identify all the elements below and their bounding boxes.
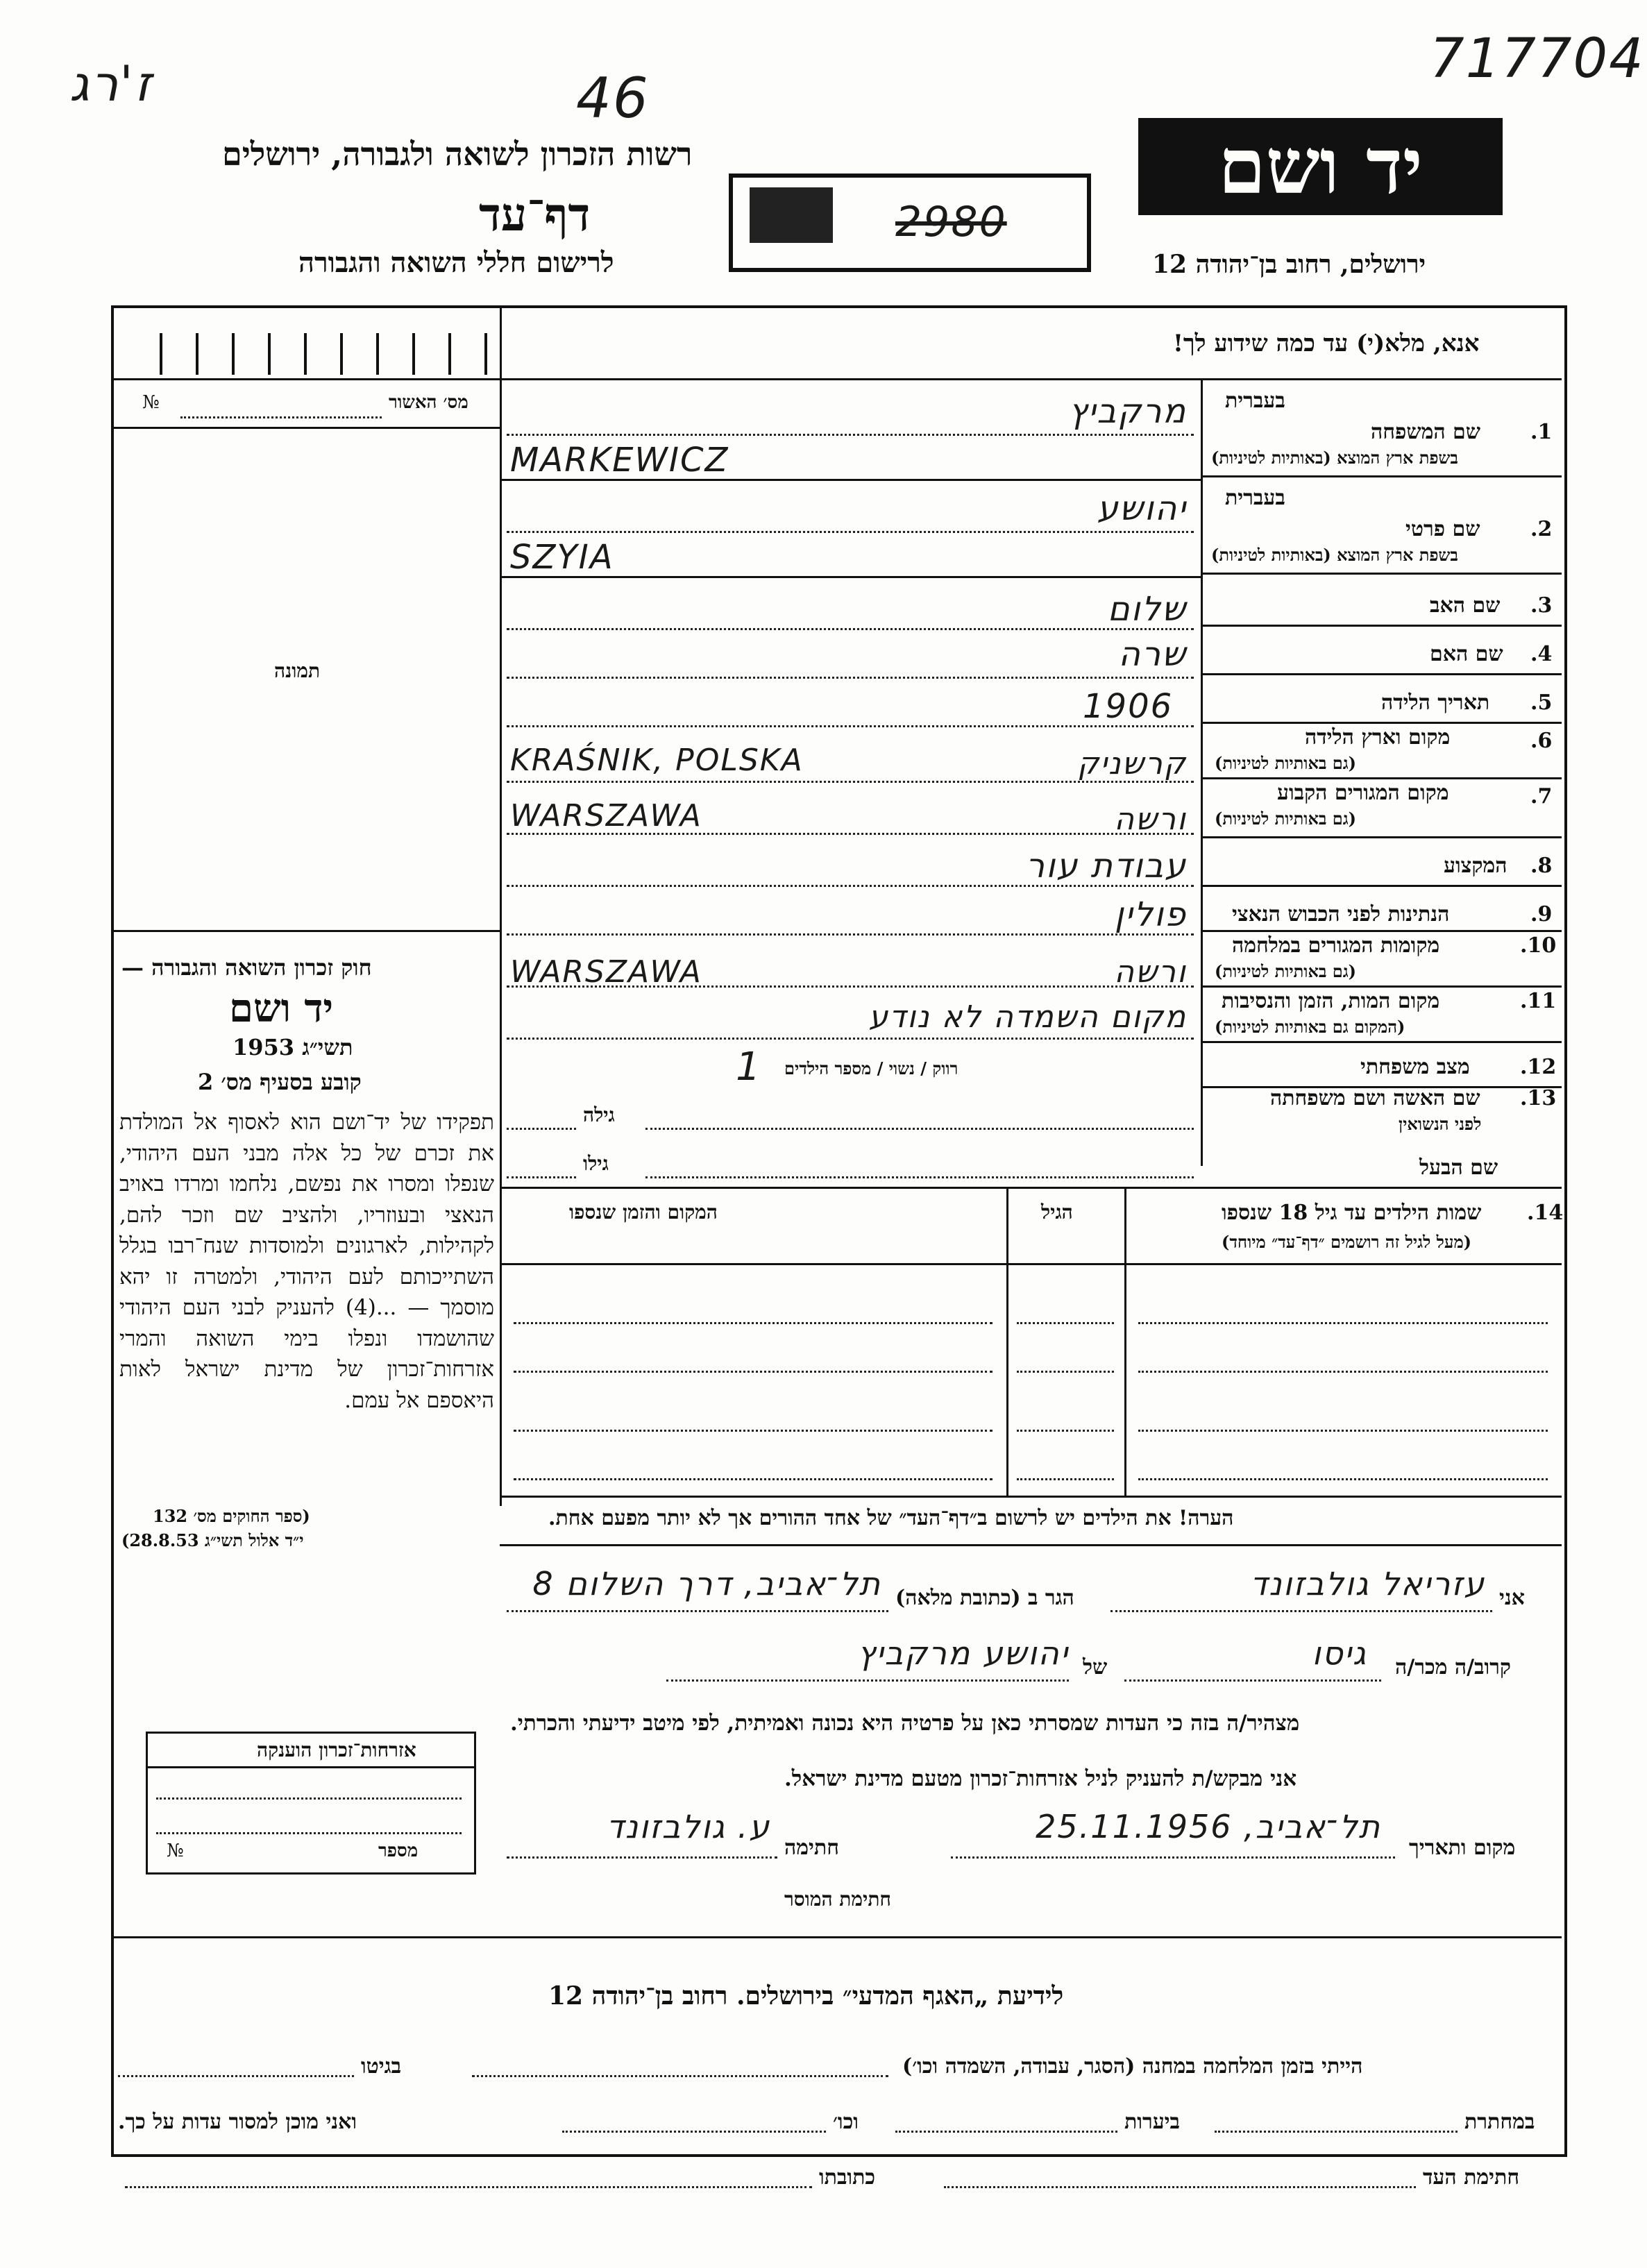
field-7-label: מקום המגורים הקבוע xyxy=(1277,781,1449,805)
bottom-ghetto: בגיטו xyxy=(361,2054,402,2079)
law-name: יד ושם xyxy=(229,985,334,1031)
handwritten-note-left: ז'רג xyxy=(69,56,153,112)
decl-address-value: תל־אביב, דרך השלום 8 xyxy=(532,1565,881,1602)
field-2-sub: בשפת ארץ המוצא (באותיות לטיניות) xyxy=(1211,545,1458,565)
bottom-address: כתובתו xyxy=(819,2165,876,2190)
field-10-value-latin: WARSZAWA xyxy=(510,954,702,990)
form-subtitle: לרישום חללי השואה והגבורה xyxy=(298,246,614,279)
bottom-forests: ביערות xyxy=(1124,2110,1181,2134)
decl-signature-value: ע. גולבזונד xyxy=(606,1808,770,1845)
header-address: ירושלים, רחוב בן־יהודה 12 xyxy=(1152,250,1426,279)
handwritten-file-number: 717704 xyxy=(1430,28,1645,90)
decl-of-label: של xyxy=(1083,1655,1108,1679)
wife-age-label: גילה xyxy=(583,1103,615,1126)
stamp-block xyxy=(750,187,833,243)
field-10-sub: (גם באותיות לטיניות) xyxy=(1215,961,1357,981)
bottom-title: לידיעת „האגף המדעי״ בירושלים. רחוב בן־יהודה 12 xyxy=(548,1981,1064,2011)
field-13-sub: לפני הנשואין xyxy=(1399,1114,1482,1134)
bottom-ready: ואני מוכן למסור עדות על כך. xyxy=(118,2110,357,2134)
field-7-value-he: ורשה xyxy=(1114,802,1187,837)
field-1-num: 1. xyxy=(1530,420,1553,444)
field-8-num: 8. xyxy=(1530,854,1553,878)
field-5-label: תאריך הלידה xyxy=(1381,691,1490,715)
field-2-value-he: יהושע xyxy=(1097,489,1187,528)
field-4-num: 4. xyxy=(1530,642,1553,666)
husband-label: שם הבעל xyxy=(1419,1156,1498,1180)
field-3-num: 3. xyxy=(1530,593,1553,618)
field-6-value-he: קרשניק xyxy=(1077,746,1187,781)
field-4-label: שם האם xyxy=(1430,642,1503,666)
field-10-value-he: ורשה xyxy=(1114,954,1187,990)
photo-label: תמונה xyxy=(274,659,321,682)
decl-i-value: עזריאל גולבזונד xyxy=(1250,1565,1485,1602)
decl-relative-label: קרוב/ה מכר/ה xyxy=(1395,1655,1511,1679)
law-heading: חוק זכרון השואה והגבורה — xyxy=(121,954,372,981)
note-text: הערה! את הילדים יש לרשום ב״דף־העד״ של אחד ההורים אך לא יותר מפעם אחת. xyxy=(548,1506,1234,1530)
decl-declare-text: מצהיר/ה בזה כי העדות שמסרתי כאן על פרטיה היא נכונה ואמיתית, לפי מיטב ידיעתי והכרתי. xyxy=(510,1711,1300,1736)
decl-i-label: אני xyxy=(1499,1586,1525,1610)
children-col-age: הגיל xyxy=(1041,1201,1073,1224)
bottom-underground: במחתרת xyxy=(1464,2110,1535,2134)
field-8-value-he: עבודת עור xyxy=(1025,847,1187,886)
field-1-value-he: מרקביץ xyxy=(1068,392,1187,431)
field-8-label: המקצוע xyxy=(1444,854,1507,878)
field-5-value-he: 1906 xyxy=(1083,687,1174,726)
children-col-place: המקום והזמן שנספו xyxy=(569,1201,718,1224)
field-11-num: 11. xyxy=(1520,989,1557,1013)
field-10-num: 10. xyxy=(1520,933,1557,958)
yad-vashem-logo: יד ושם xyxy=(1138,118,1503,215)
children-subtitle: (מעל לגיל זה רושמים ״דף־עד״ מיוחד) xyxy=(1222,1232,1472,1252)
law-source: (ספר החוקים מס׳ 132 xyxy=(153,1506,310,1526)
field-11-value-he: מקום השמדה לא נודע xyxy=(868,999,1187,1035)
field-7-value-latin: WARSZAWA xyxy=(510,798,702,833)
decl-place-date-value: תל־אביב, 25.11.1956 xyxy=(1036,1808,1381,1845)
field-7-num: 7. xyxy=(1530,784,1553,809)
field-9-label: הנתינות לפני הכבוש הנאצי xyxy=(1232,902,1450,926)
law-date: י״ד אלול תשי״ג 28.8.53) xyxy=(121,1530,304,1550)
field-1-hebrew-tag: בעברית xyxy=(1225,389,1285,413)
field-1-value-latin: MARKEWICZ xyxy=(510,441,729,480)
field-2-hebrew-tag: בעברית xyxy=(1225,486,1285,510)
field-1-sub: בשפת ארץ המוצא (באותיות לטיניות) xyxy=(1211,448,1458,468)
field-5-num: 5. xyxy=(1530,691,1553,715)
law-year: תשי״ג 1953 xyxy=(233,1034,353,1060)
intro-text: אנא, מלא(י) עד כמה שידוע לך! xyxy=(1173,330,1480,357)
field-6-label: מקום וארץ הלידה xyxy=(1305,725,1451,750)
tick-boxes xyxy=(160,333,493,375)
decl-resident-label: הגר ב (כתובת מלאה) xyxy=(895,1586,1074,1610)
field-12-label: מצב משפחתי xyxy=(1360,1055,1470,1079)
field-4-value-he: שרה xyxy=(1118,635,1187,674)
number-label: מספר xyxy=(378,1840,419,1861)
bottom-etc: וכו׳ xyxy=(833,2110,859,2134)
field-13-num: 13. xyxy=(1520,1086,1557,1110)
bottom-line1: הייתי בזמן המלחמה במחנה (הסגר, עבודה, השמדה וכו׳) xyxy=(902,2054,1363,2079)
citizenship-title: אזרחות־זכרון הוענקה xyxy=(257,1738,416,1761)
field-10-label: מקומות המגורים במלחמה xyxy=(1232,933,1440,958)
law-text: תפקידו של יד־ושם הוא לאסוף אל המולדת את זכרם של כל אלה מבני העם היהודי, שנפלו ומסרו את נפשם, נלחמו ומרדו באויב הנאצי ובעוזריו, ולהציב שם וזכר להם, לקהילות, לארגונים ולמוסדות שנח־רבו בגלל השתייכותם לעם היהודי, ולמטרה זו יהא מוסמך — ...(4) להעניק לבני העם היהודי שהושמדו ונפלו בימי השואה והמרי אזרחות־זכרון של מדינת ישראל לאות היאספם אל עמם. xyxy=(119,1110,494,1413)
field-9-num: 9. xyxy=(1530,902,1553,926)
field-6-sub: (גם באותיות לטיניות) xyxy=(1215,753,1357,773)
field-7-sub: (גם באותיות לטיניות) xyxy=(1215,809,1357,829)
org-line: רשות הזכרון לשואה ולגבורה, ירושלים xyxy=(222,135,693,173)
number-sign: № xyxy=(167,1840,184,1861)
field-3-label: שם האב xyxy=(1430,593,1501,618)
field-6-value-latin: KRAŚNIK, POLSKA xyxy=(510,743,804,778)
decl-issuer-signature-label: חתימת המוסר xyxy=(784,1888,891,1911)
field-12-num: 12. xyxy=(1520,1055,1557,1079)
approval-no-sign: № xyxy=(142,392,160,413)
decl-request-text: אני מבקש/ת להעניק לניל אזרחות־זכרון מטעם מדינת ישראל. xyxy=(784,1766,1297,1791)
decl-signature-label: חתימה xyxy=(784,1836,839,1860)
stamp-number: 2980 xyxy=(895,198,1007,246)
field-13-label: שם האשה ושם משפחתה xyxy=(1270,1086,1480,1110)
field-3-value-he: שלום xyxy=(1107,590,1187,629)
approval-no-label: מס׳ האשור xyxy=(389,392,468,413)
law-section: קובע בסעיף מס׳ 2 xyxy=(198,1069,362,1095)
children-num: 14. xyxy=(1527,1201,1564,1225)
field-11-sub: (המקום גם באותיות לטיניות) xyxy=(1215,1017,1405,1037)
bottom-witness-signature: חתימת העד xyxy=(1423,2165,1520,2190)
form-title: דף־עד xyxy=(479,187,591,242)
decl-relative-value: גיסו xyxy=(1312,1634,1367,1672)
children-title: שמות הילדים עד גיל 18 שנספו xyxy=(1222,1201,1482,1225)
field-12-value: 1 xyxy=(736,1044,762,1090)
decl-of-value: יהושע מרקביץ xyxy=(857,1634,1069,1672)
field-2-num: 2. xyxy=(1530,517,1553,541)
field-2-value-latin: SZYIA xyxy=(510,538,614,577)
field-11-label: מקום המות, הזמן והנסיבות xyxy=(1222,989,1440,1013)
decl-place-date-label: מקום ותאריך xyxy=(1409,1836,1516,1860)
field-6-num: 6. xyxy=(1530,729,1553,753)
handwritten-number-46: 46 xyxy=(576,66,650,130)
husband-age-label: גילו xyxy=(583,1152,609,1175)
field-9-value-he: פולין xyxy=(1114,895,1187,934)
field-12-middle: רווק / נשוי / מספר הילדים xyxy=(784,1058,958,1078)
field-1-label: שם המשפחה xyxy=(1371,420,1481,444)
field-2-label: שם פרטי xyxy=(1405,517,1480,541)
